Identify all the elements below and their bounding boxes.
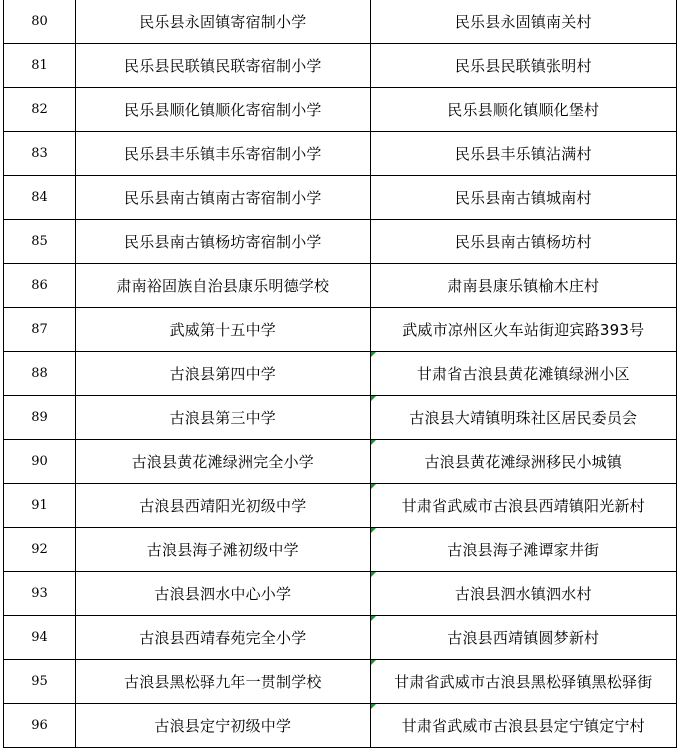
school-address: 甘肃省古浪县黄花滩镇绿洲小区 (370, 352, 676, 396)
row-number: 96 (4, 704, 76, 748)
school-address: 甘肃省武威市古浪县黑松驿镇黑松驿街 (370, 660, 676, 704)
row-number: 91 (4, 484, 76, 528)
table-row (4, 616, 677, 660)
table-row (4, 704, 677, 748)
school-address: 甘肃省武威市古浪县西靖镇阳光新村 (370, 484, 676, 528)
table-row (4, 572, 677, 616)
school-name: 古浪县定宁初级中学 (76, 704, 370, 748)
table-row (4, 308, 677, 352)
school-address: 肃南县康乐镇榆木庄村 (370, 264, 676, 308)
row-number: 84 (4, 176, 76, 220)
table-row (4, 660, 677, 704)
school-name: 古浪县西靖阳光初级中学 (76, 484, 370, 528)
row-number: 80 (4, 0, 76, 44)
school-address: 古浪县黄花滩绿洲移民小城镇 (370, 440, 676, 484)
school-name: 民乐县南古镇杨坊寄宿制小学 (76, 220, 370, 264)
school-address: 甘肃省武威市古浪县县定宁镇定宁村 (370, 704, 676, 748)
row-number: 93 (4, 572, 76, 616)
school-address: 民乐县永固镇南关村 (370, 0, 676, 44)
table-row (4, 264, 677, 308)
row-number: 95 (4, 660, 76, 704)
row-number: 92 (4, 528, 76, 572)
school-name: 民乐县民联镇民联寄宿制小学 (76, 44, 370, 88)
school-name: 古浪县黄花滩绿洲完全小学 (76, 440, 370, 484)
school-name: 古浪县第四中学 (76, 352, 370, 396)
row-number: 85 (4, 220, 76, 264)
table-row (4, 88, 677, 132)
school-address: 民乐县民联镇张明村 (370, 44, 676, 88)
school-address: 古浪县海子滩谭家井街 (370, 528, 676, 572)
row-number: 87 (4, 308, 76, 352)
row-number: 82 (4, 88, 76, 132)
table-row (4, 132, 677, 176)
school-address: 民乐县顺化镇顺化堡村 (370, 88, 676, 132)
school-name: 武威第十五中学 (76, 308, 370, 352)
school-name: 古浪县西靖春苑完全小学 (76, 616, 370, 660)
table-row (4, 220, 677, 264)
school-name: 古浪县海子滩初级中学 (76, 528, 370, 572)
school-name: 古浪县泗水中心小学 (76, 572, 370, 616)
row-number: 86 (4, 264, 76, 308)
table-row (4, 352, 677, 396)
school-name: 民乐县丰乐镇丰乐寄宿制小学 (76, 132, 370, 176)
school-name: 肃南裕固族自治县康乐明德学校 (76, 264, 370, 308)
school-address: 古浪县西靖镇圆梦新村 (370, 616, 676, 660)
table-row (4, 528, 677, 572)
table-row (4, 44, 677, 88)
table-row (4, 484, 677, 528)
school-address: 古浪县大靖镇明珠社区居民委员会 (370, 396, 676, 440)
school-name: 民乐县永固镇寄宿制小学 (76, 0, 370, 44)
school-address: 武威市凉州区火车站街迎宾路393号 (370, 308, 676, 352)
table-row (4, 176, 677, 220)
row-number: 90 (4, 440, 76, 484)
school-address: 民乐县南古镇城南村 (370, 176, 676, 220)
row-number: 88 (4, 352, 76, 396)
table-row (4, 396, 677, 440)
row-number: 81 (4, 44, 76, 88)
table-row (4, 440, 677, 484)
school-address: 民乐县丰乐镇沾满村 (370, 132, 676, 176)
table-row (4, 0, 677, 44)
school-address: 古浪县泗水镇泗水村 (370, 572, 676, 616)
school-table (3, 0, 677, 748)
row-number: 89 (4, 396, 76, 440)
row-number: 83 (4, 132, 76, 176)
school-name: 民乐县南古镇南古寄宿制小学 (76, 176, 370, 220)
school-name: 古浪县第三中学 (76, 396, 370, 440)
school-name: 古浪县黑松驿九年一贯制学校 (76, 660, 370, 704)
table-body (4, 0, 677, 748)
school-address: 民乐县南古镇杨坊村 (370, 220, 676, 264)
school-name: 民乐县顺化镇顺化寄宿制小学 (76, 88, 370, 132)
row-number: 94 (4, 616, 76, 660)
